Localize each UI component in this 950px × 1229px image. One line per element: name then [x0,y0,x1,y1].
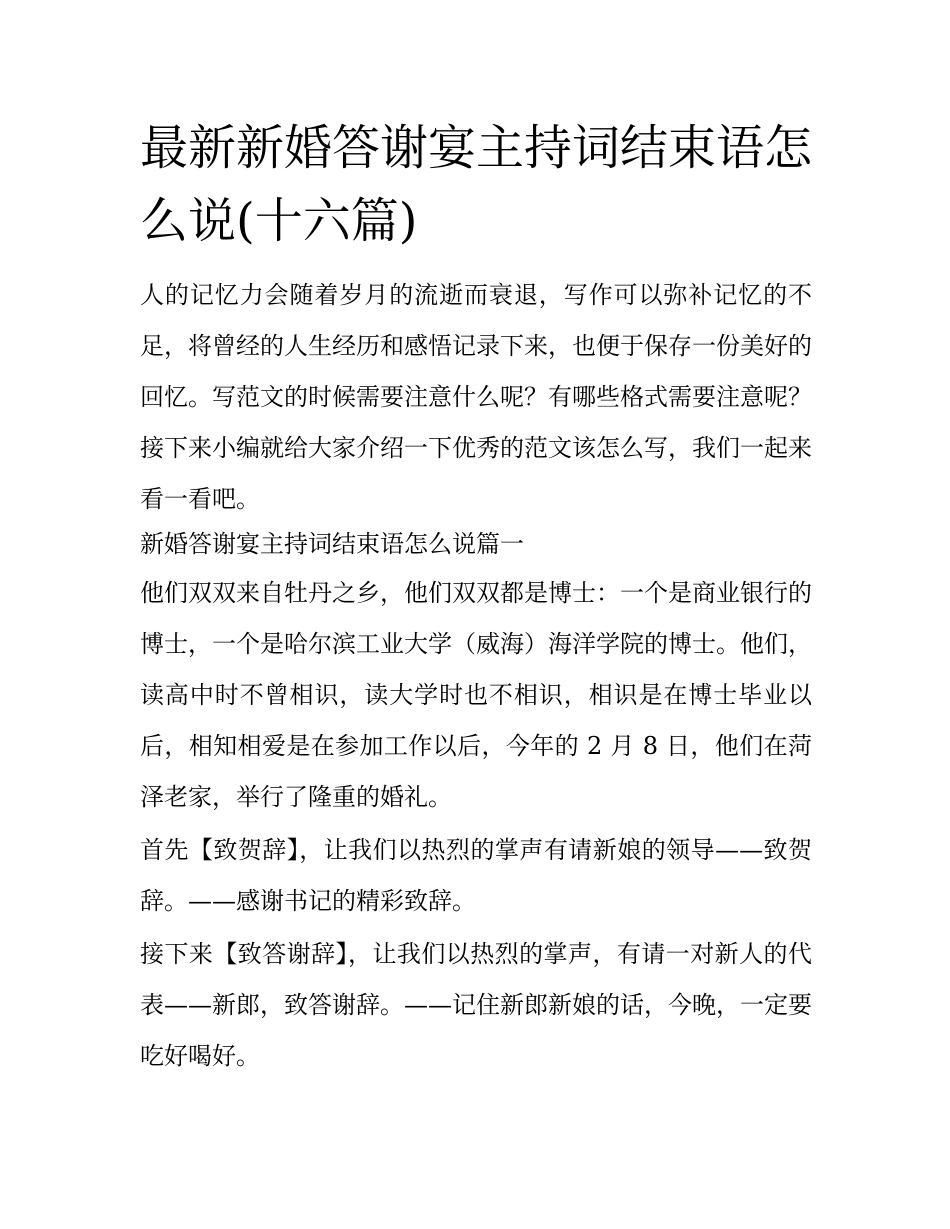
document-title: 最新新婚答谢宴主持词结束语怎么说(十六篇) [140,120,813,249]
document-body [140,112,812,1084]
body-paragraph-2: 首先【致贺辞】，让我们以热烈的掌声有请新娘的领导——致贺辞。——感谢书记的精彩致辞。 [140,836,812,915]
intro-paragraph: 人的记忆力会随着岁月的流逝而衰退，写作可以弥补记忆的不足，将曾经的人生经历和感悟记录下来，也便于保存一份美好的回忆。写范文的时候需要注意什么呢？有哪些格式需要注意呢？接下来小编就给大家介绍一下优秀的范文该怎么写，我们一起来看一看吧。 [140,281,812,513]
body-paragraph-3: 接下来【致答谢辞】，让我们以热烈的掌声，有请一对新人的代表——新郎，致答谢辞。——记住新郎新娘的话，今晚，一定要吃好喝好。 [140,940,812,1070]
body-paragraph-1: 他们双双来自牡丹之乡，他们双双都是博士：一个是商业银行的博士，一个是哈尔滨工业大学（威海）海洋学院的博士。他们，读高中时不曾相识，读大学时也不相识，相识是在博士毕业以后，相知相爱是在参加工作以后，今年的 2 月 8 日，他们在菏泽老家，举行了隆重的婚礼。 [140,579,812,811]
section-heading: 新婚答谢宴主持词结束语怎么说篇一 [140,530,524,558]
